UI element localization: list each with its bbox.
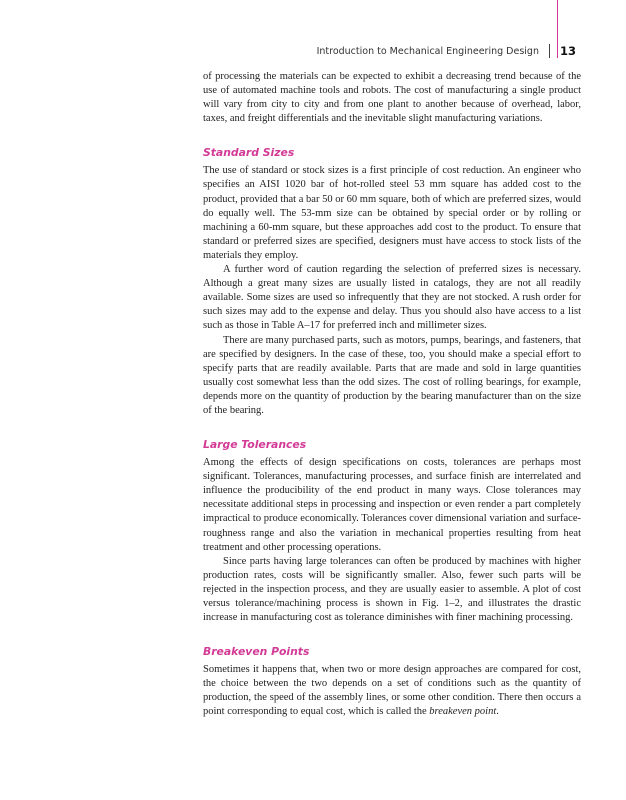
page-number: 13 bbox=[559, 44, 576, 58]
large-tolerances-paragraph-1: Among the effects of design specifications on costs, tolerances are perhaps most significant. Tolerances, manufacturing processes, and surface finish are interrelated and influence the producibility of the end product in many ways. Close tolerances may necessitate additional steps in processing and inspection or even render a part completely impractical to produce economically. Tolerances cover dimensional variation and surface-roughness range and also the variation in mechanical properties resulting from heat treatment and other processing operations. bbox=[203, 457, 581, 553]
standard-sizes-paragraph-2: A further word of caution regarding the selection of preferred sizes is necessary. Although a great many sizes are usually listed in catalogs, they are not all readily available. Some sizes are used so infrequently that they are not stocked. A rush order for such sizes may add to the expense and delay. Thus you should also have access to a list such as those in Table A–17 for preferred inch and millimeter sizes. bbox=[203, 264, 581, 332]
standard-sizes-paragraph-3: There are many purchased parts, such as motors, pumps, bearings, and fasteners, that are specified by designers. In the case of these, too, you should make a special effort to specify parts that are readily available. Parts that are made and sold in large quantities usually cost somewhat less than the odd sizes. The cost of rolling bearings, for example, depends more on the quantity of production by the bearing manufacturer than on the size of the bearing. bbox=[203, 334, 581, 416]
page-body bbox=[203, 70, 581, 720]
standard-sizes-paragraph-1: The use of standard or stock sizes is a first principle of cost reduction. An engineer who specifies an AISI 1020 bar of hot-rolled steel 53 mm square has added cost to the product, provided that a bar 50 or 60 mm square, both of which are preferred sizes, would do equally well. The 53-mm size can be obtained by special order or by rolling or machining a 60-mm square, but these approaches add cost to the product. To ensure that standard or preferred sizes are specified, designers must have access to stock lists of the materials they employ. bbox=[203, 165, 581, 261]
section-heading-large-tolerances: Large Tolerances bbox=[203, 438, 307, 452]
section-heading-breakeven-points: Breakeven Points bbox=[203, 645, 310, 659]
running-title: Introduction to Mechanical Engineering Design bbox=[316, 45, 539, 57]
breakeven-points-paragraph-1 bbox=[203, 663, 581, 719]
running-header bbox=[317, 44, 576, 58]
header-separator bbox=[549, 44, 550, 58]
breakeven-text-start: Sometimes it happens that, when two or more design approaches are compared for cost, the choice between the two depends on a set of conditions such as the quantity of production, the speed of the assembly lines, or some other condition. There then occurs a point corresponding to equal cost, which is called the bbox=[203, 664, 581, 718]
large-tolerances-paragraph-2: Since parts having large tolerances can often be produced by machines with higher production rates, costs will be significantly smaller. Also, fewer such parts will be rejected in the inspection process, and they are usually easier to assemble. A plot of cost versus tolerance/machining process is shown in Fig. 1–2, and illustrates the drastic increase in manufacturing cost as tolerance diminishes with finer machining processing. bbox=[203, 555, 581, 624]
section-heading-standard-sizes: Standard Sizes bbox=[203, 146, 295, 160]
breakeven-term: breakeven point bbox=[429, 706, 497, 718]
breakeven-text-end: . bbox=[496, 706, 499, 718]
intro-paragraph: of processing the materials can be expected to exhibit a decreasing trend because of the use of automated machine tools and robots. The cost of manufacturing a single product will vary from city to city and from one plant to another because of overhead, labor, taxes, and freight differentials and the inevitable slight manufacturing variations. bbox=[203, 71, 581, 125]
